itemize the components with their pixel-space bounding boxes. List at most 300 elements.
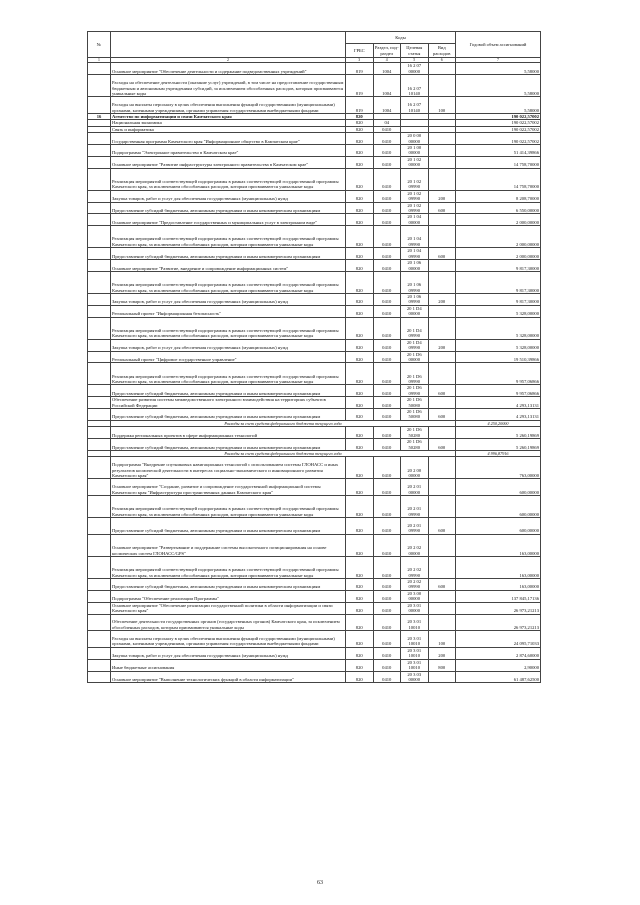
cell-name: Обеспечение развития системы межведомственного электронного взаимодействия на территориях субъектов Российской Федерации	[111, 397, 346, 409]
cell-grbs: 820	[346, 479, 374, 496]
table-row	[88, 496, 541, 518]
cell-num	[88, 260, 111, 272]
cell-name: Реализация мероприятий соответствующей подпрограммы в рамках соответствующей государственной программы Камчатского края, за исключением обособленных расходов, которым присваиваются уникальные коды	[111, 271, 346, 293]
table-row	[88, 631, 541, 648]
cell-exp-type	[428, 496, 456, 518]
cell-name: Предоставление субсидий бюджетным, автономным учреждениям и иным некоммерческим организациям	[111, 248, 346, 260]
header-num: №	[88, 32, 111, 58]
cell-target: 20 1 D4 09990	[401, 339, 429, 351]
cell-exp-type: 600	[428, 202, 456, 214]
cell-section: 0410	[373, 602, 401, 614]
cell-value: 4 293,13131	[456, 409, 541, 421]
cell-section: 0410	[373, 190, 401, 202]
table-row	[88, 439, 541, 451]
cell-num	[88, 518, 111, 535]
cell-target: 20 3 03 00000	[401, 671, 429, 683]
cell-section: 0410	[373, 351, 401, 363]
table-row	[88, 271, 541, 293]
cell-value: 5 328,00000	[456, 305, 541, 317]
cell-value: 5 328,00000	[456, 339, 541, 351]
cell-num	[88, 168, 111, 190]
cell-target: 20 1 D6 09990	[401, 385, 429, 397]
cell-name: Реализация мероприятий соответствующей подпрограммы в рамках соответствующей государственной программы Камчатского края, за исключением обособленных расходов, которым присваиваются уникальные коды	[111, 317, 346, 339]
cell-value: 190 022,57002	[456, 133, 541, 145]
table-row	[88, 602, 541, 614]
table-row	[88, 427, 541, 439]
table-row	[88, 534, 541, 556]
cell-section: 0410	[373, 202, 401, 214]
cell-num	[88, 631, 111, 648]
cell-value: 190 022,57002	[456, 114, 541, 120]
idx-cell: 2	[111, 58, 346, 63]
header-exp-type: Вид расходов	[428, 44, 456, 58]
cell-exp-type	[428, 534, 456, 556]
cell-section: 0410	[373, 133, 401, 145]
header-name	[111, 32, 346, 58]
cell-section: 0410	[373, 534, 401, 556]
cell-name: Расходы на обеспечение деятельности (оказание услуг) учреждений, в том числе на предоставление государственным бюджетным и автономным учреждениям субсидий, за исключением обособленных расходов, которым присваиваются уникальные коды	[111, 75, 346, 97]
cell-value: 19 510,39866	[456, 351, 541, 363]
cell-target: 20 2 02 00000	[401, 534, 429, 556]
cell-num	[88, 671, 111, 683]
cell-exp-type	[428, 479, 456, 496]
cell-grbs: 820	[346, 351, 374, 363]
cell-value: 9 817,30000	[456, 260, 541, 272]
cell-value: 4 293,13131	[456, 397, 541, 409]
cell-grbs: 820	[346, 631, 374, 648]
cell-value: 163,00000	[456, 579, 541, 591]
table-row	[88, 556, 541, 578]
cell-grbs: 820	[346, 226, 374, 248]
table-row	[88, 647, 541, 659]
cell-target: 20 2 01 09990	[401, 496, 429, 518]
cell-num	[88, 556, 111, 578]
cell-name: Предоставление субсидий бюджетным, автономным учреждениям и иным некоммерческим организациям	[111, 385, 346, 397]
cell-section: 0410	[373, 156, 401, 168]
cell-grbs: 819	[346, 97, 374, 114]
budget-table	[87, 31, 541, 683]
cell-target: 20 1 D6 50280	[401, 439, 429, 451]
cell-grbs: 820	[346, 120, 374, 126]
table-row	[88, 145, 541, 157]
cell-grbs: 820	[346, 317, 374, 339]
cell-grbs: 820	[346, 260, 374, 272]
table-row	[88, 351, 541, 363]
cell-exp-type: 600	[428, 409, 456, 421]
table-row	[88, 97, 541, 114]
cell-name: Реализация мероприятий соответствующей подпрограммы в рамках соответствующей государственной программы Камчатского края, за исключением обособленных расходов, которым присваиваются уникальные коды	[111, 496, 346, 518]
cell-num	[88, 271, 111, 293]
cell-value: 2 000,00000	[456, 226, 541, 248]
cell-target: 20 3 01 10010	[401, 647, 429, 659]
cell-value: 5 328,00000	[456, 317, 541, 339]
budget-table-page	[87, 31, 541, 683]
cell-name: Закупка товаров, работ и услуг для обеспечения государственных (муниципальных) нужд	[111, 647, 346, 659]
cell-exp-type	[428, 271, 456, 293]
cell-grbs: 820	[346, 518, 374, 535]
cell-exp-type	[428, 317, 456, 339]
cell-section: 0410	[373, 226, 401, 248]
cell-target: 20 2 00 00000	[401, 457, 429, 479]
cell-grbs: 820	[346, 214, 374, 226]
table-row	[88, 479, 541, 496]
cell-grbs: 820	[346, 114, 374, 120]
cell-section: 0410	[373, 294, 401, 306]
cell-num	[88, 439, 111, 451]
cell-name: Основное мероприятие "Выполнение технологических функций в области информатизации"	[111, 671, 346, 683]
table-row	[88, 133, 541, 145]
cell-value: 9 957,06866	[456, 385, 541, 397]
cell-target: 20 1 02 00000	[401, 156, 429, 168]
cell-exp-type	[428, 226, 456, 248]
cell-value: 5,58000	[456, 75, 541, 97]
cell-value: 51 414,39866	[456, 145, 541, 157]
cell-name: Основное мероприятие "Обеспечение реализации государственной политики в области информатизации и связи Камчатского края"	[111, 602, 346, 614]
cell-target: 20 3 01 00000	[401, 602, 429, 614]
cell-value: 6 550,00000	[456, 202, 541, 214]
cell-num	[88, 614, 111, 631]
note-value: 4 250,20000	[456, 420, 541, 426]
cell-num	[88, 385, 111, 397]
table-row	[88, 190, 541, 202]
cell-grbs: 820	[346, 190, 374, 202]
header-row-1	[88, 32, 541, 44]
cell-grbs: 819	[346, 75, 374, 97]
table-row	[88, 363, 541, 385]
cell-exp-type: 100	[428, 631, 456, 648]
cell-num	[88, 534, 111, 556]
cell-target: 20 1 D4 00000	[401, 305, 429, 317]
cell-grbs: 820	[346, 339, 374, 351]
cell-exp-type	[428, 351, 456, 363]
cell-num	[88, 647, 111, 659]
cell-target: 20 2 02 09990	[401, 556, 429, 578]
cell-exp-type: 200	[428, 190, 456, 202]
cell-grbs: 820	[346, 168, 374, 190]
cell-name: Реализация мероприятий соответствующей подпрограммы в рамках соответствующей государственной программы Камчатского края, за исключением обособленных расходов, которым присваиваются уникальные коды	[111, 556, 346, 578]
cell-exp-type	[428, 145, 456, 157]
cell-num	[88, 97, 111, 114]
cell-name: Государственная программа Камчатского края "Информационное общество в Камчатском крае"	[111, 133, 346, 145]
cell-name: Закупка товаров, работ и услуг для обеспечения государственных (муниципальных) нужд	[111, 339, 346, 351]
cell-section: 0410	[373, 260, 401, 272]
cell-exp-type	[428, 168, 456, 190]
cell-section: 0410	[373, 457, 401, 479]
cell-target: 16 2 07 10140	[401, 75, 429, 97]
cell-grbs: 820	[346, 385, 374, 397]
cell-exp-type	[428, 305, 456, 317]
cell-value: 600,00000	[456, 518, 541, 535]
cell-name: Обеспечение деятельности государственных органов (государственных органов) Камчатского края, за исключением обособленных расходов, которым присваиваются уникальные коды	[111, 614, 346, 631]
table-row	[88, 590, 541, 602]
cell-name: Подпрограмма "Электронное правительство в Камчатском крае"	[111, 145, 346, 157]
cell-exp-type	[428, 260, 456, 272]
cell-grbs: 819	[346, 63, 374, 75]
cell-grbs: 820	[346, 126, 374, 132]
cell-value: 14 758,70000	[456, 156, 541, 168]
cell-num	[88, 397, 111, 409]
table-row	[88, 202, 541, 214]
idx-cell: 6	[428, 58, 456, 63]
header-annual: Годовой объем ассигнований	[456, 32, 541, 58]
cell-num	[88, 133, 111, 145]
cell-name: Закупка товаров, работ и услуг для обеспечения государственных (муниципальных) нужд	[111, 294, 346, 306]
cell-value: 5 260,19869	[456, 439, 541, 451]
cell-target: 20 1 04 09990	[401, 248, 429, 260]
cell-num	[88, 75, 111, 97]
cell-section: 0410	[373, 409, 401, 421]
cell-num	[88, 214, 111, 226]
cell-section: 1004	[373, 63, 401, 75]
cell-target: 20 2 02 09990	[401, 579, 429, 591]
cell-name: Расходы на выплаты персоналу в целях обеспечения выполнения функций государственными (муниципальными) органами, казенными учреждениями, органами управления государственными внебюджетными фондами	[111, 631, 346, 648]
cell-num	[88, 190, 111, 202]
cell-value: 190 022,57002	[456, 126, 541, 132]
table-row	[88, 168, 541, 190]
cell-grbs: 820	[346, 556, 374, 578]
cell-num: 16	[88, 114, 111, 120]
cell-section: 1004	[373, 75, 401, 97]
cell-exp-type	[428, 363, 456, 385]
cell-grbs: 820	[346, 294, 374, 306]
cell-exp-type	[428, 156, 456, 168]
cell-section: 0410	[373, 145, 401, 157]
cell-exp-type	[428, 75, 456, 97]
cell-section: 0410	[373, 271, 401, 293]
cell-name: Предоставление субсидий бюджетным, автономным учреждениям и иным некоммерческим организациям	[111, 439, 346, 451]
table-row	[88, 156, 541, 168]
header-codes: Коды	[346, 32, 456, 44]
table-row	[88, 294, 541, 306]
table-row	[88, 317, 541, 339]
cell-value: 163,00000	[456, 556, 541, 578]
cell-name: Подпрограмма "Обеспечение реализации Программы"	[111, 590, 346, 602]
cell-section: 0410	[373, 363, 401, 385]
cell-grbs: 820	[346, 659, 374, 671]
cell-target: 20 1 D6 50280	[401, 427, 429, 439]
cell-grbs: 820	[346, 397, 374, 409]
cell-target: 20 3 01 10010	[401, 614, 429, 631]
cell-section: 0410	[373, 671, 401, 683]
cell-target: 20 2 01 00000	[401, 479, 429, 496]
cell-num	[88, 317, 111, 339]
cell-section: 0410	[373, 614, 401, 631]
cell-target: 20 1 D4 09990	[401, 317, 429, 339]
cell-num	[88, 351, 111, 363]
cell-value: 9 817,30000	[456, 271, 541, 293]
table-row	[88, 248, 541, 260]
cell-grbs: 820	[346, 145, 374, 157]
cell-target: 20 3 01 10010	[401, 631, 429, 648]
cell-grbs: 820	[346, 534, 374, 556]
cell-value: 600,00000	[456, 496, 541, 518]
table-row	[88, 214, 541, 226]
cell-value: 9 957,06866	[456, 363, 541, 385]
header-target: Целевая статья	[401, 44, 429, 58]
cell-target: 20 1 D6 50080	[401, 409, 429, 421]
cell-section: 0410	[373, 590, 401, 602]
cell-grbs: 820	[346, 409, 374, 421]
cell-num	[88, 602, 111, 614]
cell-name: Региональный проект "Цифровое государственное управление"	[111, 351, 346, 363]
cell-num	[88, 63, 111, 75]
cell-name: Основное мероприятие "Развитие инфраструктуры электронного правительства в Камчатском крае"	[111, 156, 346, 168]
cell-exp-type: 600	[428, 439, 456, 451]
table-row	[88, 75, 541, 97]
cell-value: 600,00000	[456, 479, 541, 496]
cell-name: Расходы на выплаты персоналу в целях обеспечения выполнения функций государственными (муниципальными) органами, казенными учреждениями, органами управления государственными внебюджетными фондами	[111, 97, 346, 114]
idx-cell: 4	[373, 58, 401, 63]
cell-grbs: 820	[346, 602, 374, 614]
cell-value: 190 022,57002	[456, 120, 541, 126]
cell-target: 20 1 06 09990	[401, 271, 429, 293]
cell-target: 20 3 00 00000	[401, 590, 429, 602]
cell-target: 20 1 02 09990	[401, 202, 429, 214]
cell-name: Предоставление субсидий бюджетным, автономным учреждениям и иным некоммерческим организациям	[111, 518, 346, 535]
cell-exp-type: 600	[428, 248, 456, 260]
table-row	[88, 518, 541, 535]
cell-name: Реализация мероприятий соответствующей подпрограммы в рамках соответствующей государственной программы Камчатского края, за исключением обособленных расходов, которым присваиваются уникальные коды	[111, 363, 346, 385]
cell-grbs: 820	[346, 133, 374, 145]
cell-section: 0410	[373, 214, 401, 226]
cell-exp-type	[428, 590, 456, 602]
cell-exp-type	[428, 427, 456, 439]
cell-section: 0410	[373, 385, 401, 397]
cell-exp-type	[428, 614, 456, 631]
cell-name: Основное мероприятие "Предоставление государственных и муниципальных услуг в электронном виде"	[111, 214, 346, 226]
cell-section: 0410	[373, 518, 401, 535]
cell-value: 5 260,19869	[456, 427, 541, 439]
cell-grbs: 820	[346, 590, 374, 602]
note-text: Расходы за счет средств федерального бюджета текущего года	[111, 420, 456, 426]
cell-value: 163,00000	[456, 534, 541, 556]
cell-num	[88, 363, 111, 385]
cell-target: 20 1 06 09990	[401, 294, 429, 306]
cell-grbs: 820	[346, 439, 374, 451]
cell-section: 0410	[373, 659, 401, 671]
table-body	[88, 63, 541, 683]
cell-exp-type: 600	[428, 385, 456, 397]
cell-target: 20 0 00 00000	[401, 133, 429, 145]
cell-grbs: 820	[346, 457, 374, 479]
cell-name: Реализация мероприятий соответствующей подпрограммы в рамках соответствующей государственной программы Камчатского края, за исключением обособленных расходов, которым присваиваются уникальные коды	[111, 168, 346, 190]
note-text: Расходы за счет средств федерального бюджета текущего года	[111, 450, 456, 456]
cell-name: Связь и информатика	[111, 126, 346, 132]
cell-num	[88, 339, 111, 351]
cell-exp-type: 600	[428, 518, 456, 535]
idx-cell: 7	[456, 58, 541, 63]
table-row	[88, 409, 541, 421]
cell-target: 16 2 07 10140	[401, 97, 429, 114]
cell-exp-type: 200	[428, 294, 456, 306]
cell-name: Предоставление субсидий бюджетным, автономным учреждениям и иным некоммерческим организациям	[111, 202, 346, 214]
cell-section: 0410	[373, 496, 401, 518]
cell-value: 9 817,30000	[456, 294, 541, 306]
cell-name: Основное мероприятие "Обеспечение деятельности и содержание подведомственных учреждений"	[111, 63, 346, 75]
cell-value: 137 845,17136	[456, 590, 541, 602]
cell-name: Региональный проект "Информационная безопасность"	[111, 305, 346, 317]
cell-value: 2 000,00000	[456, 248, 541, 260]
idx-cell: 3	[346, 58, 374, 63]
cell-target: 20 2 01 09990	[401, 518, 429, 535]
cell-num	[88, 202, 111, 214]
cell-section: 0410	[373, 479, 401, 496]
cell-num	[88, 156, 111, 168]
cell-grbs: 820	[346, 305, 374, 317]
cell-target: 20 1 04 09990	[401, 226, 429, 248]
cell-target: 20 1 D6 00000	[401, 351, 429, 363]
cell-section: 0410	[373, 248, 401, 260]
cell-grbs: 820	[346, 647, 374, 659]
cell-target: 20 1 04 00000	[401, 214, 429, 226]
header-grbs: ГРБС	[346, 44, 374, 58]
cell-exp-type	[428, 214, 456, 226]
cell-num	[88, 427, 111, 439]
cell-exp-type: 200	[428, 647, 456, 659]
cell-value: 26 973,21213	[456, 614, 541, 631]
cell-grbs: 820	[346, 156, 374, 168]
cell-value: 2 874,60000	[456, 647, 541, 659]
cell-target: 16 2 07 00000	[401, 63, 429, 75]
cell-num	[88, 579, 111, 591]
cell-num	[88, 409, 111, 421]
cell-section: 0410	[373, 317, 401, 339]
cell-grbs: 820	[346, 363, 374, 385]
cell-name: Предоставление субсидий бюджетным, автономным учреждениям и иным некоммерческим организациям	[111, 409, 346, 421]
cell-num	[88, 590, 111, 602]
cell-exp-type	[428, 556, 456, 578]
cell-name: Реализация мероприятий соответствующей подпрограммы в рамках соответствующей государственной программы Камчатского края, за исключением обособленных расходов, которым присваиваются уникальные коды	[111, 226, 346, 248]
cell-name: Подпрограмма "Внедрение спутниковых навигационных технологий с использованием системы ГЛОНАСС и иных результатов космической деятельности в интересах социально-экономического и инновационного развития Камчатского края"	[111, 457, 346, 479]
cell-exp-type	[428, 602, 456, 614]
cell-grbs: 820	[346, 202, 374, 214]
cell-target: 20 1 02 09990	[401, 190, 429, 202]
table-row	[88, 63, 541, 75]
cell-exp-type: 100	[428, 97, 456, 114]
header-section: Раздел, под-раздел	[374, 45, 399, 56]
cell-section: 0410	[373, 126, 401, 132]
cell-target: 20 1 06 00000	[401, 260, 429, 272]
cell-section: 0410	[373, 647, 401, 659]
cell-exp-type: 600	[428, 579, 456, 591]
cell-name: Основное мероприятие "Развитие, внедрение и сопровождение информационных систем"	[111, 260, 346, 272]
cell-num	[88, 659, 111, 671]
cell-value: 26 973,21213	[456, 602, 541, 614]
cell-target: 20 1 02 09990	[401, 168, 429, 190]
cell-exp-type	[428, 397, 456, 409]
cell-grbs: 820	[346, 496, 374, 518]
cell-section: 0410	[373, 439, 401, 451]
cell-grbs: 820	[346, 671, 374, 683]
cell-value: 5,58000	[456, 97, 541, 114]
cell-value: 24 095,71033	[456, 631, 541, 648]
cell-name: Основное мероприятие "Развертывание и поддержание системы высокоточного позиционирования на основе космических систем ГЛОНАСС/GPS"	[111, 534, 346, 556]
table-row	[88, 614, 541, 631]
page-number: 63	[317, 880, 323, 886]
table-row	[88, 305, 541, 317]
table-row	[88, 385, 541, 397]
cell-name: Основное мероприятие "Создание, развитие и сопровождение государственной информационной системы Камчатского края "Инфраструктура пространственных данных Камчатского края"	[111, 479, 346, 496]
cell-exp-type: 200	[428, 339, 456, 351]
note-value: 4 996,87916	[456, 450, 541, 456]
cell-num	[88, 479, 111, 496]
cell-target: 20 1 D6 09990	[401, 363, 429, 385]
cell-grbs: 820	[346, 427, 374, 439]
cell-name: Иные бюджетные ассигнования	[111, 659, 346, 671]
cell-section: 0410	[373, 631, 401, 648]
cell-section: 0410	[373, 168, 401, 190]
cell-section: 0410	[373, 556, 401, 578]
